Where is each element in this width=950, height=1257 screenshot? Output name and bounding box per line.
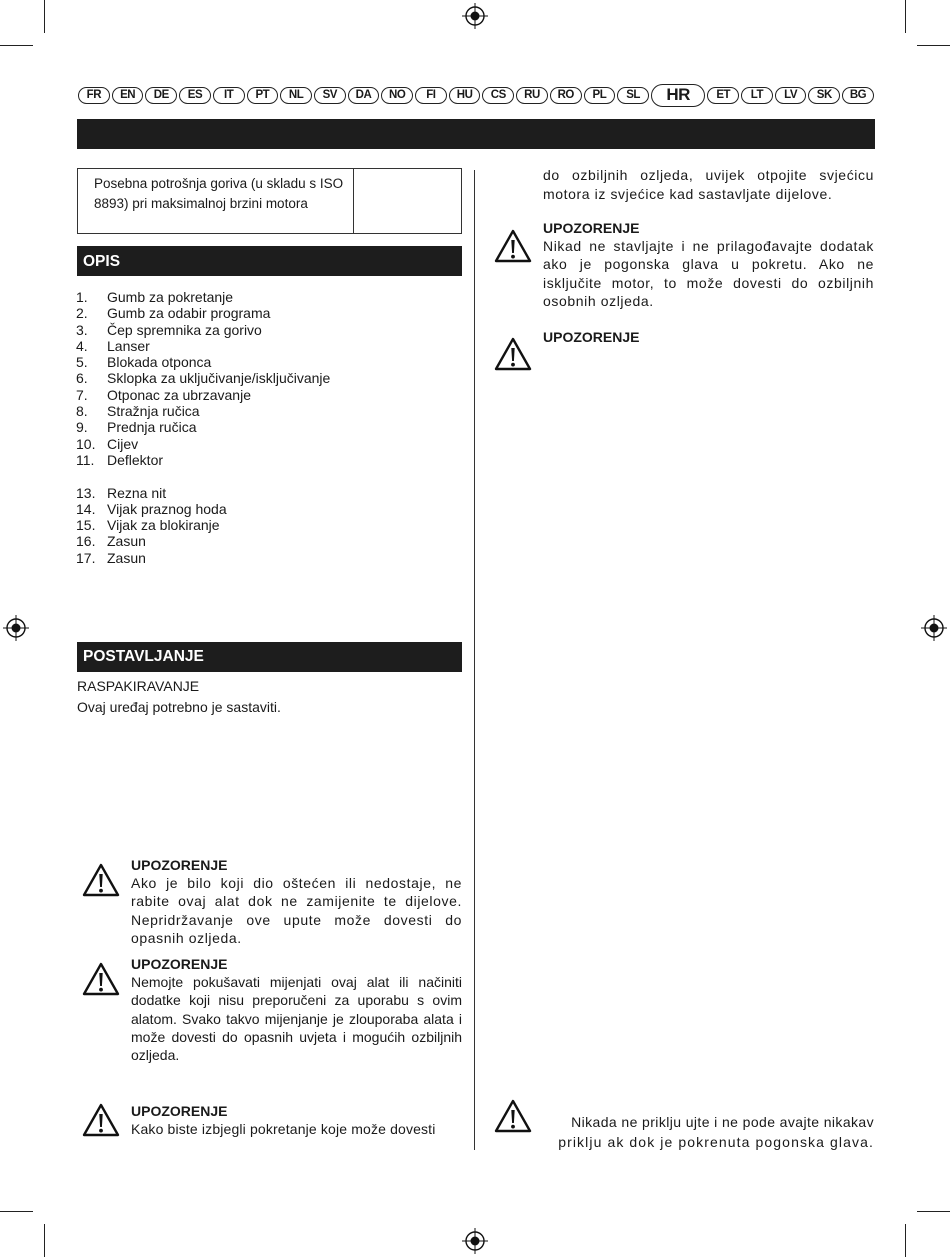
spec-table (77, 168, 462, 234)
list-item-number: 3. (76, 321, 88, 338)
list-item-number: 4. (76, 337, 88, 354)
warning-text: Nemojte pokušavati mijenjati ovaj alat ili načiniti dodatke koji nisu preporučeni za uporabu s ovim alatom. Svako takvo mijenjanje je zlouporaba alata i može dovesti do opasnih uvjeta i mogućih ozbiljnih ozljeda. (131, 974, 462, 1064)
warning-text: Ako je bilo koji dio oštećen ili nedostaje, ne rabite ovaj alat dok ne zamijenite te dijelove. Nepridržavanje ove upute može dovesti do opasnih ozljeda. (131, 875, 462, 946)
language-pill-es: ES (179, 87, 211, 104)
warning-block (493, 219, 874, 310)
language-pill-it: IT (213, 87, 245, 104)
warning-text: Kako biste izbjegli pokretanje koje može dovesti (131, 1121, 436, 1137)
warning-block (80, 955, 462, 1064)
language-pill-nl: NL (280, 87, 312, 104)
list-item-label: Sklopka za uključivanje/isključivanje (107, 370, 331, 387)
language-pill-fi: FI (415, 87, 447, 104)
language-pill-bg: BG (842, 87, 874, 104)
list-item-label: Otponac za ubrzavanje (107, 386, 251, 403)
list-item-label: Zasun (107, 533, 146, 550)
parts-list (76, 289, 330, 566)
language-pill-hr: HR (651, 84, 705, 107)
list-item-number: 16. (76, 533, 96, 550)
list-item-number: 13. (76, 484, 96, 501)
language-pill-lv: LV (775, 87, 807, 104)
language-pill-ru: RU (516, 87, 548, 104)
language-pill-sk: SK (808, 87, 840, 104)
list-item-number: 15. (76, 517, 96, 534)
list-item-label: Blokada otponca (107, 354, 212, 371)
column-divider (474, 170, 475, 1150)
continued-text: do ozbiljnih ozljeda, uvijek otpojite svjećicu motora iz svjećice kad sastavljate dijelove. (543, 167, 874, 202)
language-pill-en: EN (112, 87, 144, 104)
language-pill-lt: LT (741, 87, 773, 104)
warning-block (80, 1102, 462, 1138)
list-item-label: Stražnja ručica (107, 403, 200, 420)
list-item (76, 533, 330, 549)
list-item-number: 2. (76, 305, 88, 322)
list-item-number: 8. (76, 403, 88, 420)
crop-mark (0, 1211, 33, 1212)
list-item (76, 289, 330, 305)
spec-label: Posebna potrošnja goriva (u skladu s ISO 8893) pri maksimalnoj brzini motora (78, 169, 354, 233)
language-pill-hu: HU (449, 87, 481, 104)
list-item (76, 485, 330, 501)
list-item-number: 1. (76, 289, 88, 305)
crop-mark (0, 45, 33, 46)
list-item-number: 14. (76, 500, 96, 517)
crop-mark (905, 0, 906, 33)
list-item-label: Vijak za blokiranje (107, 517, 220, 534)
warning-block (493, 328, 874, 346)
list-item (76, 452, 330, 468)
list-item-label: Prednja ručica (107, 419, 197, 436)
list-item-label: Deflektor (107, 451, 164, 468)
list-item (76, 550, 330, 566)
language-pill-pl: PL (584, 87, 616, 104)
list-item-number: 7. (76, 386, 88, 403)
section-heading-opis: OPIS (77, 246, 462, 276)
warning-text-line: Nikada ne priklju ujte i ne pode avajte nikakav (571, 1114, 874, 1130)
list-item (76, 338, 330, 354)
subheading-raspakiravanje: RASPAKIRAVANJE (77, 678, 200, 694)
warning-triangle-icon (81, 1102, 121, 1138)
list-item (76, 517, 330, 533)
warning-text: Nikad ne stavljajte i ne prilagođavajte dodatak ako je pogonska glava u pokretu. Ako ne isključite motor, to može dovesti do ozbiljnih osobnih ozljeda. (543, 238, 874, 309)
crop-mark (44, 1224, 45, 1257)
unpacking-text: Ovaj uređaj potrebno je sastaviti. (77, 699, 281, 715)
list-gap (76, 468, 330, 484)
language-pill-cs: CS (482, 87, 514, 104)
language-pill-sv: SV (314, 87, 346, 104)
list-item (76, 322, 330, 338)
list-item-label: Lanser (107, 337, 150, 354)
registration-mark-icon (3, 615, 29, 641)
registration-mark-icon (462, 1228, 488, 1254)
section-heading-postavljanje: POSTAVLJANJE (77, 642, 462, 672)
list-item (76, 370, 330, 386)
list-item (76, 305, 330, 321)
list-item (76, 354, 330, 370)
list-item-label: Gumb za pokretanje (107, 289, 234, 305)
crop-mark (44, 0, 45, 33)
list-item-number: 17. (76, 549, 96, 566)
warning-triangle-icon (81, 961, 121, 997)
warning-title: UPOZORENJE (543, 329, 640, 345)
warning-triangle-icon (81, 862, 121, 898)
language-pill-sl: SL (617, 87, 649, 104)
language-pill-ro: RO (550, 87, 582, 104)
continued-text-block (543, 166, 874, 204)
warning-block (80, 856, 462, 947)
language-pill-pt: PT (247, 87, 279, 104)
list-item-label: Cijev (107, 435, 139, 452)
list-item-number: 10. (76, 435, 96, 452)
language-pill-et: ET (707, 87, 739, 104)
language-bar (78, 84, 874, 106)
warning-triangle-icon (493, 1098, 533, 1134)
warning-title: UPOZORENJE (131, 857, 228, 873)
crop-mark (917, 45, 950, 46)
list-item-label: Gumb za odabir programa (107, 305, 271, 322)
crop-mark (917, 1211, 950, 1212)
registration-mark-icon (462, 3, 488, 29)
warning-triangle-icon (493, 228, 533, 264)
list-item-label: Čep spremnika za gorivo (107, 321, 262, 338)
header-bar (77, 119, 875, 149)
language-pill-no: NO (381, 87, 413, 104)
crop-mark (905, 1224, 906, 1257)
list-item-number: 6. (76, 370, 88, 387)
list-item (76, 501, 330, 517)
list-item (76, 403, 330, 419)
spec-value (354, 169, 461, 233)
warning-title: UPOZORENJE (131, 1103, 228, 1119)
language-pill-de: DE (145, 87, 177, 104)
warning-triangle-icon (493, 336, 533, 372)
list-item-label: Rezna nit (107, 484, 167, 501)
list-item (76, 419, 330, 435)
list-item-number: 5. (76, 354, 88, 371)
list-item (76, 387, 330, 403)
warning-title: UPOZORENJE (543, 220, 640, 236)
list-item-label: Zasun (107, 549, 146, 566)
list-item-number: 11. (76, 451, 95, 468)
list-item-number: 9. (76, 419, 88, 436)
language-pill-da: DA (348, 87, 380, 104)
warning-title: UPOZORENJE (131, 956, 228, 972)
list-item-label: Vijak praznog hoda (107, 500, 227, 517)
registration-mark-icon (921, 615, 947, 641)
language-pill-fr: FR (78, 87, 110, 104)
warning-text-line: priklju ak dok je pokrenuta pogonska glava. (558, 1134, 874, 1150)
list-item (76, 436, 330, 452)
